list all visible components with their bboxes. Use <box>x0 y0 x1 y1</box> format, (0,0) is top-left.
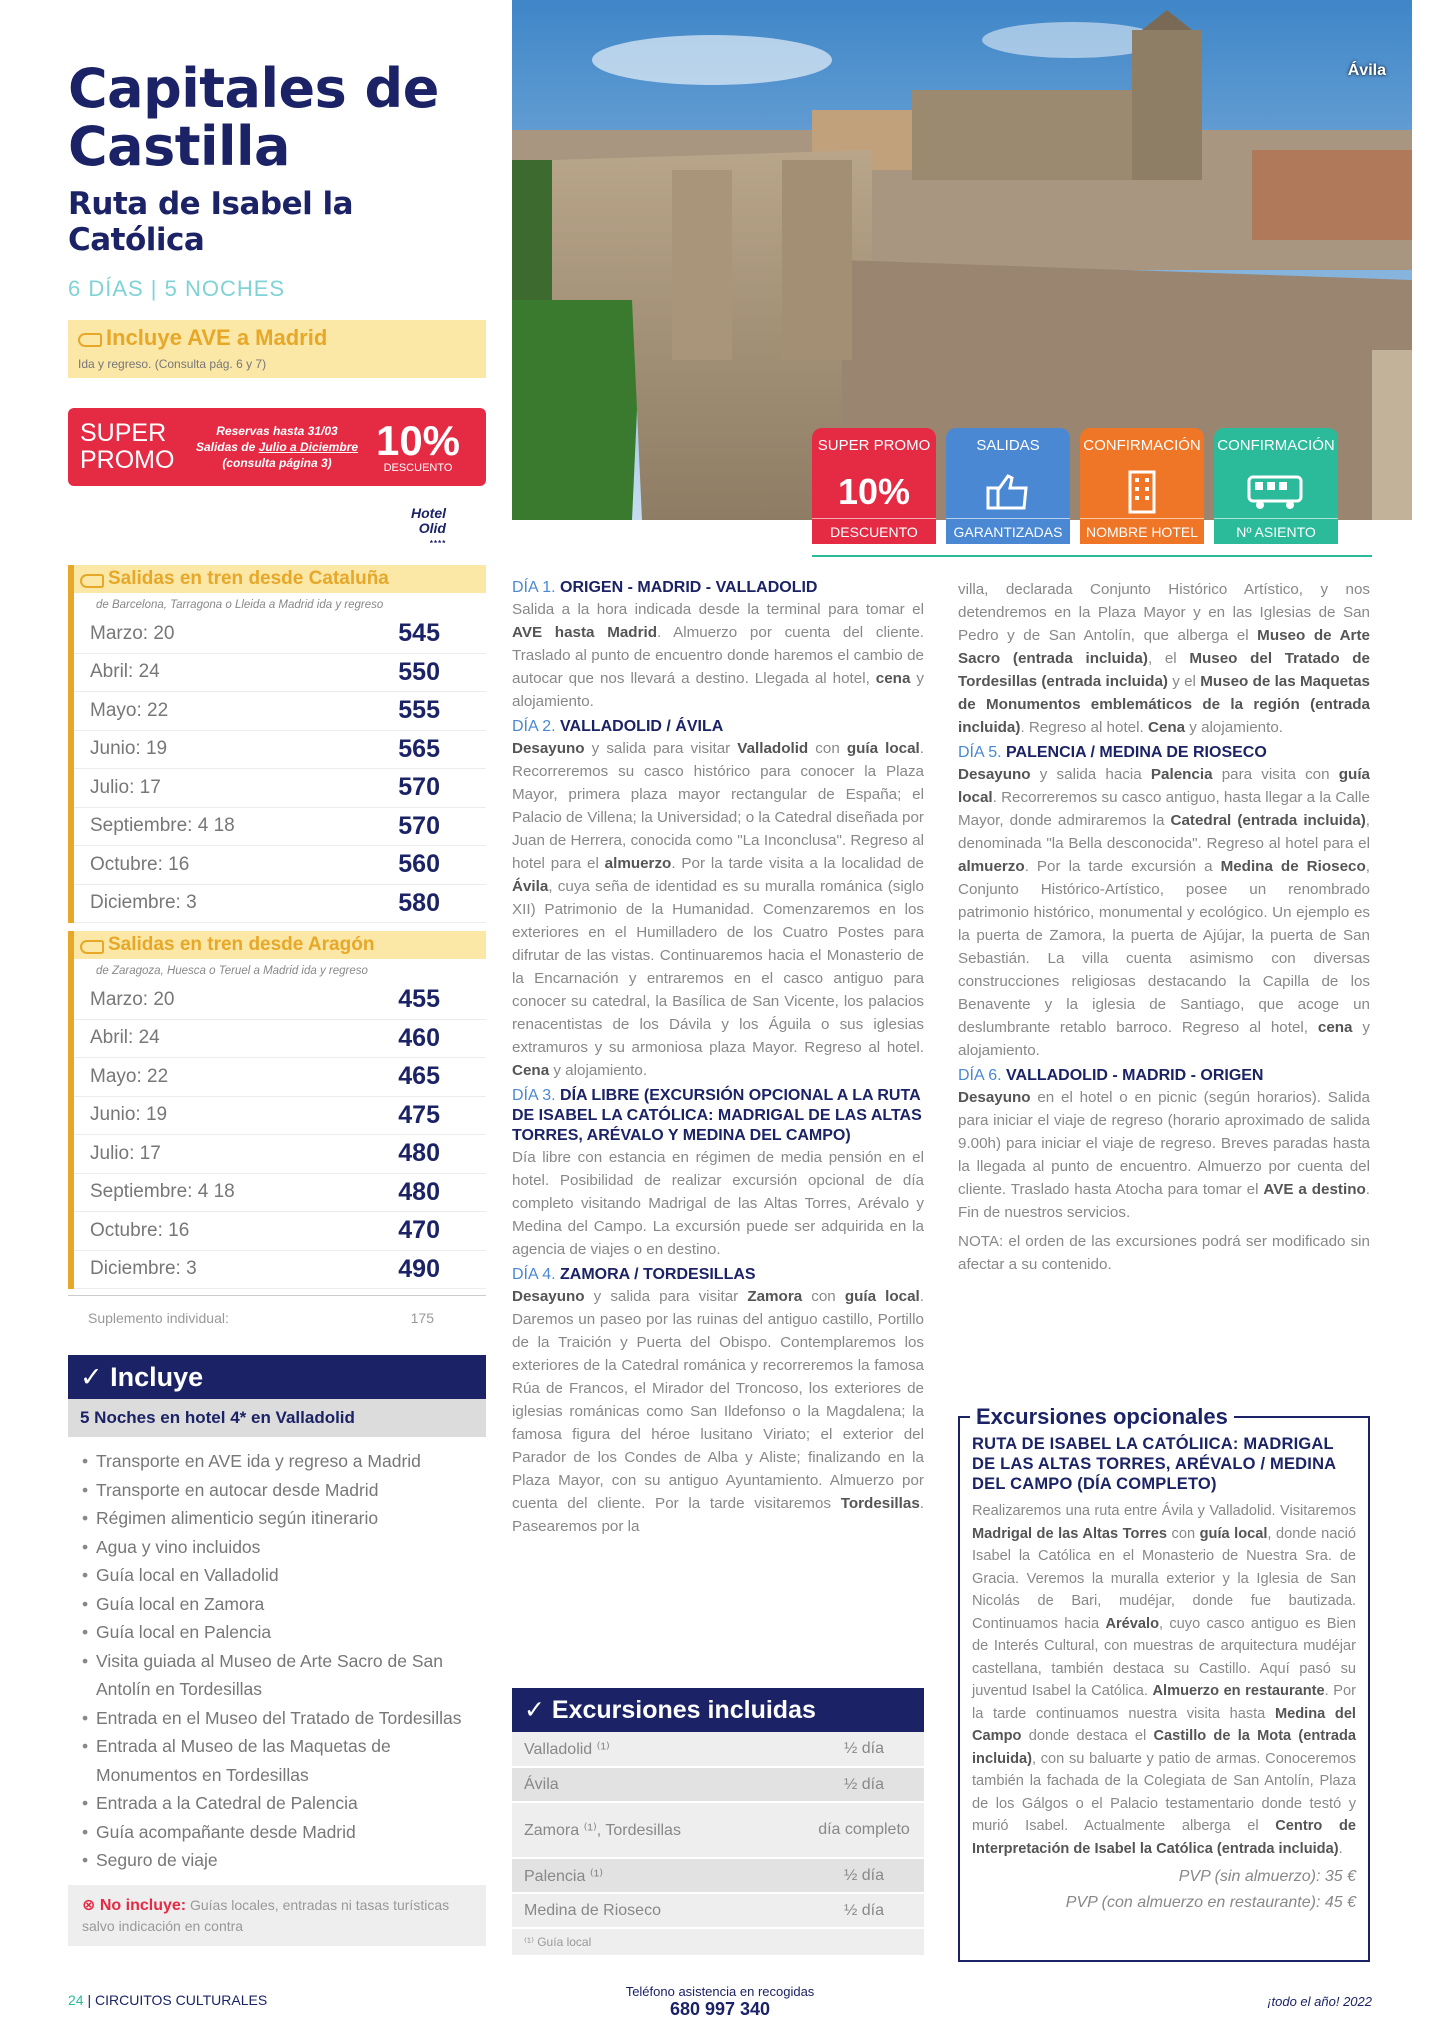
departure-month: Junio: 19 <box>90 738 168 760</box>
day4-heading: DÍA 4. ZAMORA / TORDESILLAS <box>512 1266 756 1283</box>
train-icon <box>78 331 100 345</box>
departure-price: 460 <box>398 1023 440 1052</box>
departures-cataluna: Salidas en tren desde Cataluña de Barcelona, Tarragona o Lleida a Madrid ida y regreso Marzo: 20 545 Abril: 24 550 Mayo: 22 555 Junio: 19 565 Julio: 17 570 Septiembre: 4 18 570 Octubre: 16 560 Diciembre: 3 580 <box>68 565 486 923</box>
hotel-logo: Hotel Olid **** <box>411 505 446 548</box>
excursion-row <box>512 1893 924 1928</box>
include-item: • Guía local en Palencia <box>82 1618 478 1647</box>
include-item: • Guía acompañante desde Madrid <box>82 1818 478 1847</box>
departure-price: 580 <box>398 888 440 917</box>
pvp-con-almuerzo: PVP (con almuerzo en restaurante): 45 € <box>1065 1894 1356 1911</box>
includes-box: ✓ Incluye 5 Noches en hotel 4* en Valladolid • Transporte en AVE ida y regreso a Madrid • Transporte en autocar desde Madrid • Régimen alimenticio según itinerario • Agua y vino incluidos • Guía local en Valladolid • Guía local en Zamora • Guía local en Palencia • Visita guiada al Museo de Arte Sacro de San Antolín en Tordesillas • Entrada en el Museo del Tratado de Tordesillas • Entrada al Museo de las Maquetas de Monumentos en Tordesillas • Entrada a la Catedral de Palencia • Guía acompañante desde Madrid • Seguro de viaje ⊗ No incluye: Guías locales, entradas ni tasas turísticas salvo indicación en contra <box>68 1355 486 1946</box>
day4-text: Desayuno y salida para visitar Zamora con guía local. Daremos un paseo por las ruinas del antiguo castillo, Portillo de la Traición y Puerta del Obispo. Contemplaremos los exteriores de la Catedral románica y recorreremos la famosa Rúa de Francos, el Mirador del Troncoso, los exteriores de iglesias románicas como San Ildefonso o la Magdalena; la famosa figura del héroe lusitano Viriato; el exterior del Parador de los Condes de Alba y Aliste; finalizando en la Plaza Mayor, con su antiguo Ayuntamiento. Almuerzo por cuenta del cliente. Por la tarde visitaremos Tordesillas. Pasearemos por la <box>512 1288 924 1535</box>
departure-price: 555 <box>398 696 440 725</box>
optional-excursions: Excursiones opcionales RUTA DE ISABEL LA CATÓLIICA: MADRIGAL DE LAS ALTAS TORRES, ARÉVALO / MEDINA DEL CAMPO (DÍA COMPLETO) Realizaremos una ruta entre Ávila y Valladolid. Visitaremos Madrigal de las Altas Torres con guía local, donde nació Isabel la Católica en el Monasterio de Nuestra Sra. de Gracia. Veremos la muralla exterior y la Iglesia de San Nicolás de Bari, mudéjar, donde fue bautizada. Continuamos hacia Arévalo, cuyo casco antiguo es Bien de Interés Cultural, con muestras de arquitectura mudéjar castellana, también destaca su Castillo. Aquí pasó su juventud Isabel la Católica. Almuerzo en restaurante. Por la tarde continuamos nuestra visita hasta Medina del Campo donde destaca el Castillo de la Mota (entrada incluida), con su baluarte y patio de armas. Conoceremos también la fachada de la Colegiata de San Antolín, Plaza de los Gálgos o el Palacio testamentario donde testó y murió Isabel. Actualmente alberga el Centro de Interpretación de Isabel la Católica (entrada incluida). PVP (sin almuerzo): 35 € PVP (con almuerzo en restaurante): 45 € <box>958 1416 1370 1962</box>
not-included: ⊗ No incluye: Guías locales, entradas ni tasas turísticas salvo indicación en contra <box>68 1885 486 1946</box>
excursion-duration: ½ día <box>804 1858 924 1893</box>
promo-label: SUPER PROMO <box>80 419 175 474</box>
included-excursions: ✓ Excursiones incluidas Valladolid ⁽¹⁾ ½ día Ávila ½ día Zamora ⁽¹⁾, Tordesillas día completo Palencia ⁽¹⁾ ½ día Medina de Rioseco ½ día ⁽¹⁾ Guía local <box>512 1688 924 1955</box>
ave-box: Incluye AVE a Madrid Ida y regreso. (Consulta pág. 6 y 7) <box>68 320 486 378</box>
departure-month: Octubre: 16 <box>90 1219 190 1241</box>
departures-aragon: Salidas en tren desde Aragón de Zaragoza, Huesca o Teruel a Madrid ida y regreso Marzo: 20 455 Abril: 24 460 Mayo: 22 465 Junio: 19 475 Julio: 17 480 Septiembre: 4 18 480 Octubre: 16 470 Diciembre: 3 490 <box>68 931 486 1289</box>
price-row <box>74 1020 486 1059</box>
price-row <box>74 692 486 731</box>
excursion-name: Zamora ⁽¹⁾, Tordesillas <box>512 1802 804 1858</box>
excursion-name: Palencia ⁽¹⁾ <box>512 1858 804 1893</box>
building-icon <box>1122 466 1162 518</box>
departure-month: Mayo: 22 <box>90 1065 169 1087</box>
include-item: • Transporte en autocar desde Madrid <box>82 1476 478 1505</box>
price-row <box>74 1174 486 1213</box>
badge-salidas: SALIDAS GARANTIZADAS <box>946 428 1070 544</box>
departure-price: 550 <box>398 657 440 686</box>
train-icon <box>80 938 102 952</box>
departure-price: 565 <box>398 734 440 763</box>
price-row <box>74 1058 486 1097</box>
bus-icon <box>1246 466 1306 518</box>
price-row <box>74 654 486 693</box>
excursion-duration: día completo <box>804 1802 924 1858</box>
excursion-name: Valladolid ⁽¹⁾ <box>512 1732 804 1767</box>
excursion-row <box>512 1802 924 1858</box>
promo-conditions: Reservas hasta 31/03 Salidas de Julio a Diciembre (consulta página 3) <box>195 424 359 470</box>
price-row <box>74 885 486 924</box>
include-item: • Entrada en el Museo del Tratado de Tordesillas <box>82 1704 478 1733</box>
super-promo-banner <box>68 408 486 486</box>
footer-phone: Teléfono asistencia en recogidas 680 997 340 <box>625 1984 815 2019</box>
excursion-duration: ½ día <box>804 1767 924 1802</box>
feature-badges <box>812 428 1338 544</box>
price-row <box>74 1251 486 1290</box>
price-row <box>74 615 486 654</box>
include-item: • Guía local en Valladolid <box>82 1561 478 1590</box>
departure-price: 480 <box>398 1177 440 1206</box>
include-item: • Seguro de viaje <box>82 1846 478 1875</box>
price-row <box>74 808 486 847</box>
departure-month: Marzo: 20 <box>90 622 175 644</box>
footer-section: 24 | CIRCUITOS CULTURALES <box>68 1992 268 2008</box>
include-item: • Régimen alimenticio según itinerario <box>82 1504 478 1533</box>
badge-super-promo: SUPER PROMO 10% DESCUENTO <box>812 428 936 544</box>
day5-heading: DÍA 5. PALENCIA / MEDINA DE RIOSECO <box>958 744 1267 761</box>
include-item: • Guía local en Zamora <box>82 1590 478 1619</box>
day3-text: Día libre con estancia en régimen de media pensión en el hotel. Posibilidad de realizar excursión opcional de día completo visitando Madrigal de las Altas Torres, Arévalo y Medina del Campo. La excursión puede ser adquirida en la agencia de viajes o en destino. <box>512 1149 924 1258</box>
price-row <box>74 731 486 770</box>
excursion-duration: ½ día <box>804 1893 924 1928</box>
excursion-row <box>512 1767 924 1802</box>
pvp-sin-almuerzo: PVP (sin almuerzo): 35 € <box>1178 1868 1356 1885</box>
duration-label: 6 DÍAS | 5 NOCHES <box>68 276 286 301</box>
day6-heading: DÍA 6. VALLADOLID - MADRID - ORIGEN <box>958 1067 1264 1084</box>
price-row <box>74 846 486 885</box>
departure-month: Septiembre: 4 18 <box>90 815 235 837</box>
departure-price: 475 <box>398 1100 440 1129</box>
price-row <box>74 1135 486 1174</box>
departure-month: Marzo: 20 <box>90 988 175 1010</box>
day4-text-cont: villa, declarada Conjunto Histórico Artístico, y nos detendremos en la Plaza Mayor y en las Iglesias de San Pedro y de San Antolín, que alberga el Museo de Arte Sacro (entrada incluida), el Museo del Tratado de Tordesillas (entrada incluida) y el Museo de las Maquetas de Monumentos emblemáticos de la región (entrada incluida). Regreso al hotel. Cena y alojamiento. <box>958 581 1371 736</box>
price-row <box>74 1212 486 1251</box>
excursion-name: Medina de Rioseco <box>512 1893 804 1928</box>
excursion-row <box>512 1858 924 1893</box>
departure-month: Diciembre: 3 <box>90 892 197 914</box>
departure-price: 560 <box>398 850 440 879</box>
departure-month: Julio: 17 <box>90 1142 161 1164</box>
departure-price: 455 <box>398 985 440 1014</box>
day1-text: Salida a la hora indicada desde la terminal para tomar el AVE hasta Madrid. Almuerzo por cuenta del cliente. Traslado al punto de encuentro donde haremos el cambio de autocar que nos llevará a destino. Llegada al hotel, cena y alojamiento. <box>512 601 924 710</box>
include-item: • Agua y vino incluidos <box>82 1533 478 1562</box>
departure-price: 545 <box>398 619 440 648</box>
departure-month: Julio: 17 <box>90 776 161 798</box>
departure-month: Diciembre: 3 <box>90 1258 197 1280</box>
departure-price: 480 <box>398 1139 440 1168</box>
thumbs-up-icon <box>984 466 1032 518</box>
day2-text: Desayuno y salida para visitar Valladolid con guía local. Recorreremos su casco histórico para conocer la Plaza Mayor, primera plaza mayor rectangular de España; el Palacio de Villena; la Universidad; o la Catedral diseñada por Juan de Herrera, conocida como "La Inconclusa". Regreso al hotel para el almuerzo. Por la tarde visita a la localidad de Ávila, cuya seña de identidad es su muralla románica (siglo XII) Patrimonio de la Humanidad. Comenzaremos en los exteriores en el Humilladero de los Cuatro Postes para difrutar de las vistas. Continuaremos hacia el Monasterio de la Encarnación y entraremos en el casco antiguo para conocer su catedral, la Basílica de San Vicente, los palacios renacentistas de los Dávila y los Águila o sus iglesias extramuros y su armoniosa plaza Mayor. Regreso al hotel. Cena y alojamiento. <box>512 740 925 1079</box>
itinerary-note: NOTA: el orden de las excursiones podrá ser modificado sin afectar a su contenido. <box>958 1233 1370 1273</box>
badge-hotel: CONFIRMACIÓN NOMBRE HOTEL <box>1080 428 1204 544</box>
included-excursions-table <box>512 1732 924 1929</box>
excursion-row <box>512 1732 924 1767</box>
departure-month: Abril: 24 <box>90 1027 160 1049</box>
day6-text: Desayuno en el hotel o en picnic (según horarios). Salida para iniciar el viaje de regreso (horario aproximado de salida 9.00h) para iniciar el viaje de regreso. Breves paradas hasta la llegada al punto de encuentro. Almuerzo por cuenta del cliente. Traslado hasta Atocha para tomar el AVE a destino. Fin de nuestros servicios. <box>958 1089 1370 1221</box>
left-column <box>68 57 486 1946</box>
photo-caption: Ávila <box>1347 62 1386 79</box>
excursion-name: Ávila <box>512 1767 804 1802</box>
day3-heading: DÍA 3. DÍA LIBRE (EXCURSIÓN OPCIONAL A LA RUTA DE ISABEL LA CATÓLICA: MADRIGAL DE LAS ALTAS TORRES, ARÉVALO Y MEDINA DEL CAMPO) <box>512 1087 922 1144</box>
include-item: • Entrada al Museo de las Maquetas de Monumentos en Tordesillas <box>82 1732 478 1789</box>
price-row <box>74 981 486 1020</box>
departure-month: Mayo: 22 <box>90 699 169 721</box>
supplement-row: Suplemento individual: 175 <box>68 1295 486 1335</box>
train-icon <box>80 572 102 586</box>
include-item: • Visita guiada al Museo de Arte Sacro de San Antolín en Tordesillas <box>82 1647 478 1704</box>
departure-price: 470 <box>398 1216 440 1245</box>
departure-price: 570 <box>398 773 440 802</box>
price-row <box>74 1097 486 1136</box>
footer-year: ¡todo el año! 2022 <box>1267 1994 1372 2009</box>
include-item: • Entrada a la Catedral de Palencia <box>82 1789 478 1818</box>
itinerary-column-1 <box>512 578 924 1542</box>
day5-text: Desayuno y salida hacia Palencia para visita con guía local. Recorreremos su casco antiguo, hasta llegar a la Calle Mayor, donde admiraremos la Catedral (entrada incluida), denominada "la Bella desconocida". Regreso al hotel para el almuerzo. Por la tarde excursión a Medina de Rioseco, Conjunto Histórico-Artístico, posee un renombrado patrimonio histórico, monumental y ecológico. Un ejemplo es la puerta de Zamora, la puerta de Ajújar, la puerta de San Sebastián. La villa cuenta asimismo con diversas construcciones religiosas destacando la Capilla de los Benavente y la iglesia de Santiago, que acoge un deslumbrante retablo barroco. Regreso al hotel, cena y alojamiento. <box>958 766 1370 1059</box>
day1-heading: DÍA 1. ORIGEN - MADRID - VALLADOLID <box>512 579 818 596</box>
departure-price: 465 <box>398 1062 440 1091</box>
departure-month: Octubre: 16 <box>90 853 190 875</box>
include-item: • Transporte en AVE ida y regreso a Madrid <box>82 1447 478 1476</box>
promo-discount: 10% DESCUENTO <box>375 417 461 474</box>
page-title: Capitales de Castilla <box>68 57 439 178</box>
excursion-duration: ½ día <box>804 1732 924 1767</box>
departure-month: Abril: 24 <box>90 661 160 683</box>
departure-month: Junio: 19 <box>90 1104 168 1126</box>
day2-heading: DÍA 2. VALLADOLID / ÁVILA <box>512 718 724 735</box>
optional-excursion-title: RUTA DE ISABEL LA CATÓLIICA: MADRIGAL DE LAS ALTAS TORRES, ARÉVALO / MEDINA DEL CAMPO (DÍA COMPLETO) <box>972 1435 1336 1493</box>
departure-price: 570 <box>398 811 440 840</box>
optional-excursion-text: Realizaremos una ruta entre Ávila y Valladolid. Visitaremos Madrigal de las Altas Torres con guía local, donde nació Isabel la Católica en el Monasterio de Nuestra Sra. de Gracia. Veremos la muralla exterior y la Iglesia de San Nicolás de Bari, mudéjar, donde fue bautizada. Continuamos hacia Arévalo, cuyo casco antiguo es Bien de Interés Cultural, con muestras de arquitectura mudéjar castellana, también destaca su Castillo. Aquí pasó su juventud Isabel la Católica. Almuerzo en restaurante. Por la tarde continuamos nuestra visita hasta Medina del Campo donde destaca el Castillo de la Mota (entrada incluida), con su baluarte y patio de armas. Conoceremos también la fachada de la Colegiata de San Antolín, Plaza de los Gálgos o el Palacio testamentario donde testó y murió Isabel. Actualmente alberga el Centro de Interpretación de Isabel la Católica (entrada incluida). <box>972 1503 1357 1857</box>
page-subtitle: Ruta de Isabel la Católica <box>68 186 354 258</box>
itinerary-column-2 <box>958 578 1370 1280</box>
badge-asiento: CONFIRMACIÓN Nº ASIENTO <box>1214 428 1338 544</box>
price-row <box>74 769 486 808</box>
badge-divider <box>812 555 1372 557</box>
departure-price: 490 <box>398 1254 440 1283</box>
includes-list <box>68 1437 486 1885</box>
departure-month: Septiembre: 4 18 <box>90 1181 235 1203</box>
